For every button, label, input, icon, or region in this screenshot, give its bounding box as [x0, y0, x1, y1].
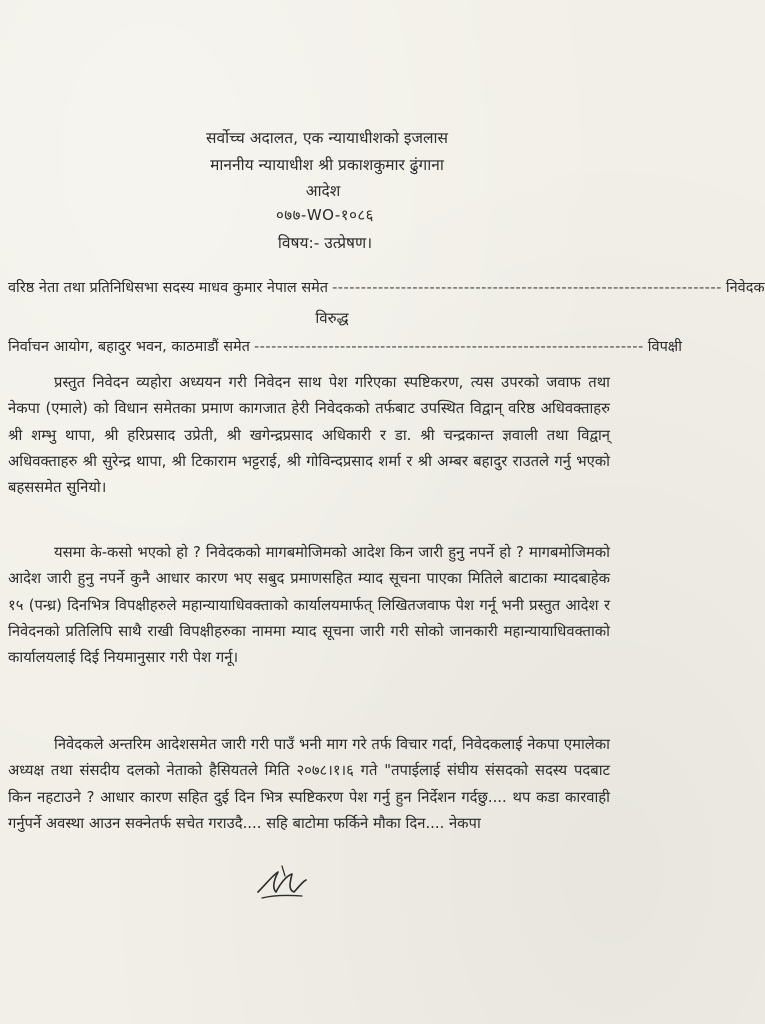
judge-name: माननीय न्यायाधीश श्री प्रकाशकुमार ढुंगाना	[210, 156, 444, 174]
paragraph-show-cause: यसमा के-कसो भएको हो ? निवेदकको मागबमोजिमको आदेश किन जारी हुनु नपर्ने हो ? मागबमोजिमको आदेश जारी हुनु नपर्ने कुनै आधार कारण भए सबुद प्रमाणसहित म्याद सूचना पाएका मितिले बाटाका म्यादबाहेक १५ (पन्ध्र) दिनभित्र विपक्षीहरुले महान्यायाधिवक्ताको कार्यालयमार्फत् लिखितजवाफ पेश गर्नू भनी प्रस्तुत आदेश र निवेदनको प्रतिलिपि साथै राखी विपक्षीहरुका नाममा म्याद सूचना जारी गरी सोको जानकारी महान्यायाधिवक्ताको कार्यालयलाई दिई नियमानुसार गरी पेश गर्नू।	[8, 544, 610, 667]
paragraph-interim-order: निवेदकले अन्तरिम आदेशसमेत जारी गरी पाउँ भनी माग गरे तर्फ विचार गर्दा, निवेदकलाई नेकपा एमालेका अध्यक्ष तथा संसदीय दलको नेताको हैसियतले मिति २०७८।१।६ गते "तपाईलाई संघीय संसदको सदस्य पदबाट किन नहटाउने ? आधार कारण सहित दुई दिन भित्र स्पष्टिकरण पेश गर्नु हुन निर्देशन गर्दछु.... थप कडा कारवाही गर्नुपर्ने अवस्था आउन सक्नेतर्फ सचेत गराउदै.... सहि बाटोमा फर्किने मौका दिन.... नेकपा	[8, 736, 610, 832]
signature-icon	[252, 862, 312, 904]
dash-leader: --------------------------------------------------------------------	[253, 339, 644, 355]
paragraph-hearing: प्रस्तुत निवेदन व्यहोरा अध्ययन गरी निवेदन साथ पेश गरिएका स्पष्टिकरण, त्यस उपरको जवाफ तथा नेकपा (एमाले) को विधान समेतका प्रमाण कागजात हेरी निवेदकको तर्फबाट उपस्थित विद्वान् वरिष्ठ अधिवक्ताहरु श्री शम्भु थापा, श्री हरिप्रसाद उप्रेती, श्री खगेन्द्रप्रसाद अधिकारी र डा. श्री चन्द्रकान्त ज्ञवाली तथा विद्वान् अधिवक्ताहरु श्री सुरेन्द्र थापा, श्री टिकाराम भट्टराई, श्री गोविन्दप्रसाद शर्मा र श्री अम्बर बहादुर राउतले गर्नु भएको बहससमेत सुनियो।	[8, 374, 610, 497]
petitioner-role: निवेदक	[725, 280, 765, 296]
respondent-role: विपक्षी	[647, 339, 682, 355]
subject-line: विषय:- उत्प्रेषण।	[277, 234, 373, 252]
versus-label: विरुद्ध	[315, 309, 349, 327]
dash-leader: --------------------------------------------------------------------	[332, 280, 722, 296]
petitioner-line	[8, 277, 765, 297]
petitioner-name: वरिष्ठ नेता तथा प्रतिनिधिसभा सदस्य माधव कुमार नेपाल समेत	[8, 280, 329, 296]
order-label: आदेश	[305, 182, 341, 200]
case-number: ०७७-WO-१०८६	[276, 206, 374, 224]
respondent-name: निर्वाचन आयोग, बहादुर भवन, काठमाडौं समेत	[8, 339, 250, 355]
court-title: सर्वोच्च अदालत, एक न्यायाधीशको इजलास	[205, 129, 449, 147]
respondent-line	[8, 336, 682, 356]
